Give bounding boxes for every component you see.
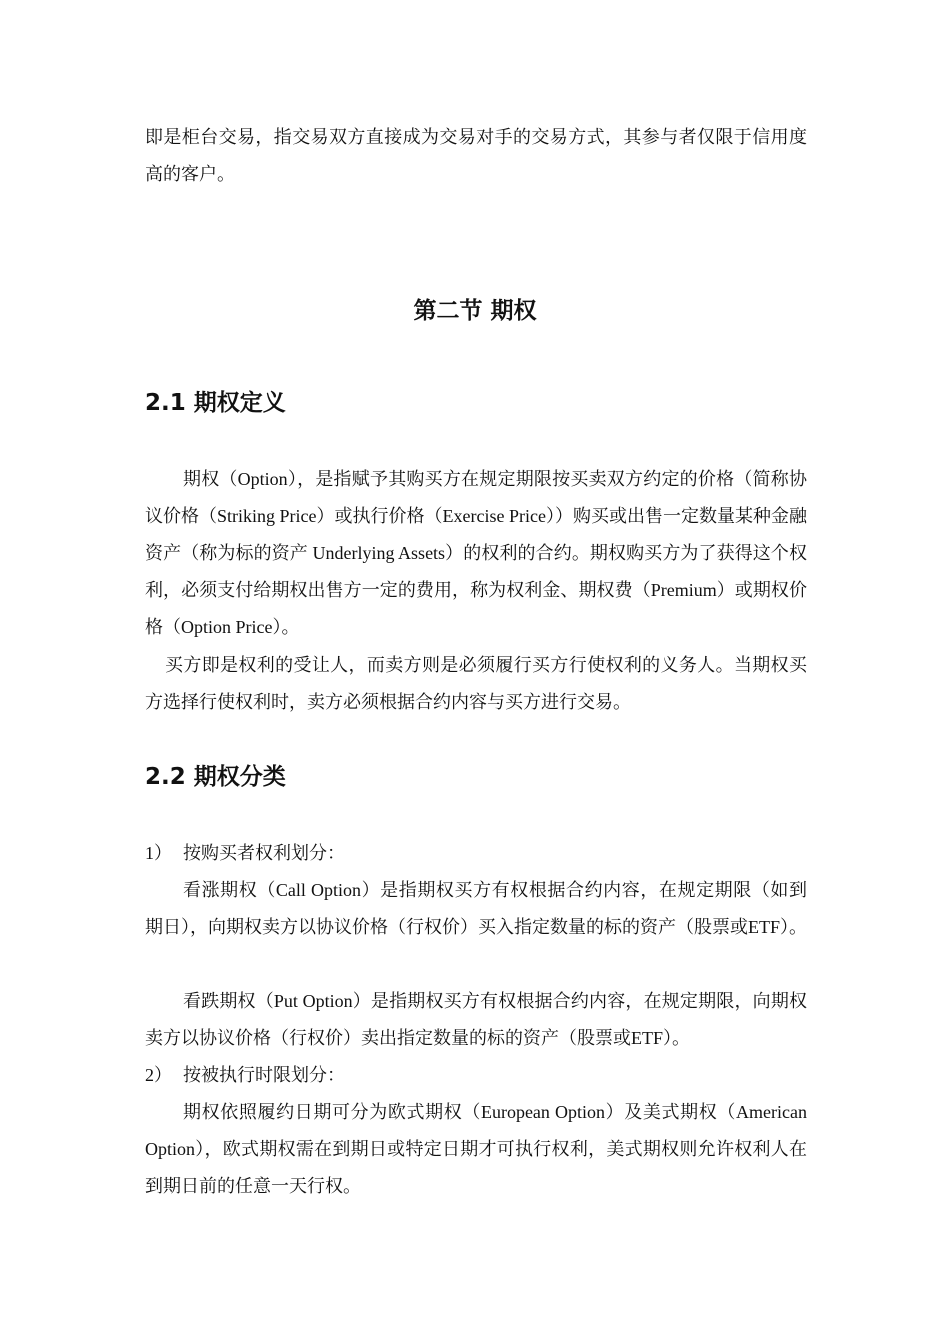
call-option-paragraph: 看涨期权（Call Option）是指期权买方有权根据合约内容，在规定期限（如到期日），向期权卖方以协议价格（行权价）买入指定数量的标的资产（股票或ETF）。	[145, 880, 807, 937]
list-label: 按购买者权利划分：	[183, 843, 345, 863]
list-item-2	[145, 1057, 807, 1094]
option-definition-paragraph: 期权（Option），是指赋予其购买方在规定期限按买卖双方约定的价格（简称协议价格（Striking Price）或执行价格（Exercise Price））购买或出售一定数量某种金融资产（称为标的资产 Underlying Assets）的权利的合约。期权购买方为了获得这个权利，必须支付给期权出售方一定的费用，称为权利金、期权费（Premium）或期权价格（Option Price）。	[145, 469, 807, 637]
exercise-period-paragraph: 期权依照履约日期可分为欧式期权（European Option）及美式期权（American Option），欧式期权需在到期日或特定日期才可执行权利，美式期权则允许权利人在到期日前的任意一天行权。	[145, 1102, 807, 1196]
buyer-seller-paragraph: 买方即是权利的受让人，而卖方则是必须履行买方行使权利的义务人。当期权买方选择行使权利时，卖方必须根据合约内容与买方进行交易。	[145, 655, 807, 712]
list-label: 按被执行时限划分：	[183, 1065, 345, 1085]
put-option-paragraph: 看跌期权（Put Option）是指期权买方有权根据合约内容，在规定期限，向期权卖方以协议价格（行权价）卖出指定数量的标的资产（股票或ETF）。	[145, 991, 807, 1048]
list-number: 2）	[145, 1065, 172, 1085]
section-title: 第二节 期权	[413, 298, 537, 324]
heading-option-classification: 2.2 期权分类	[145, 764, 286, 790]
list-number: 1）	[145, 843, 172, 863]
list-item-1	[145, 835, 807, 872]
heading-option-definition: 2.1 期权定义	[145, 390, 286, 416]
intro-paragraph: 即是柜台交易，指交易双方直接成为交易对手的交易方式，其参与者仅限于信用度高的客户。	[145, 127, 807, 184]
